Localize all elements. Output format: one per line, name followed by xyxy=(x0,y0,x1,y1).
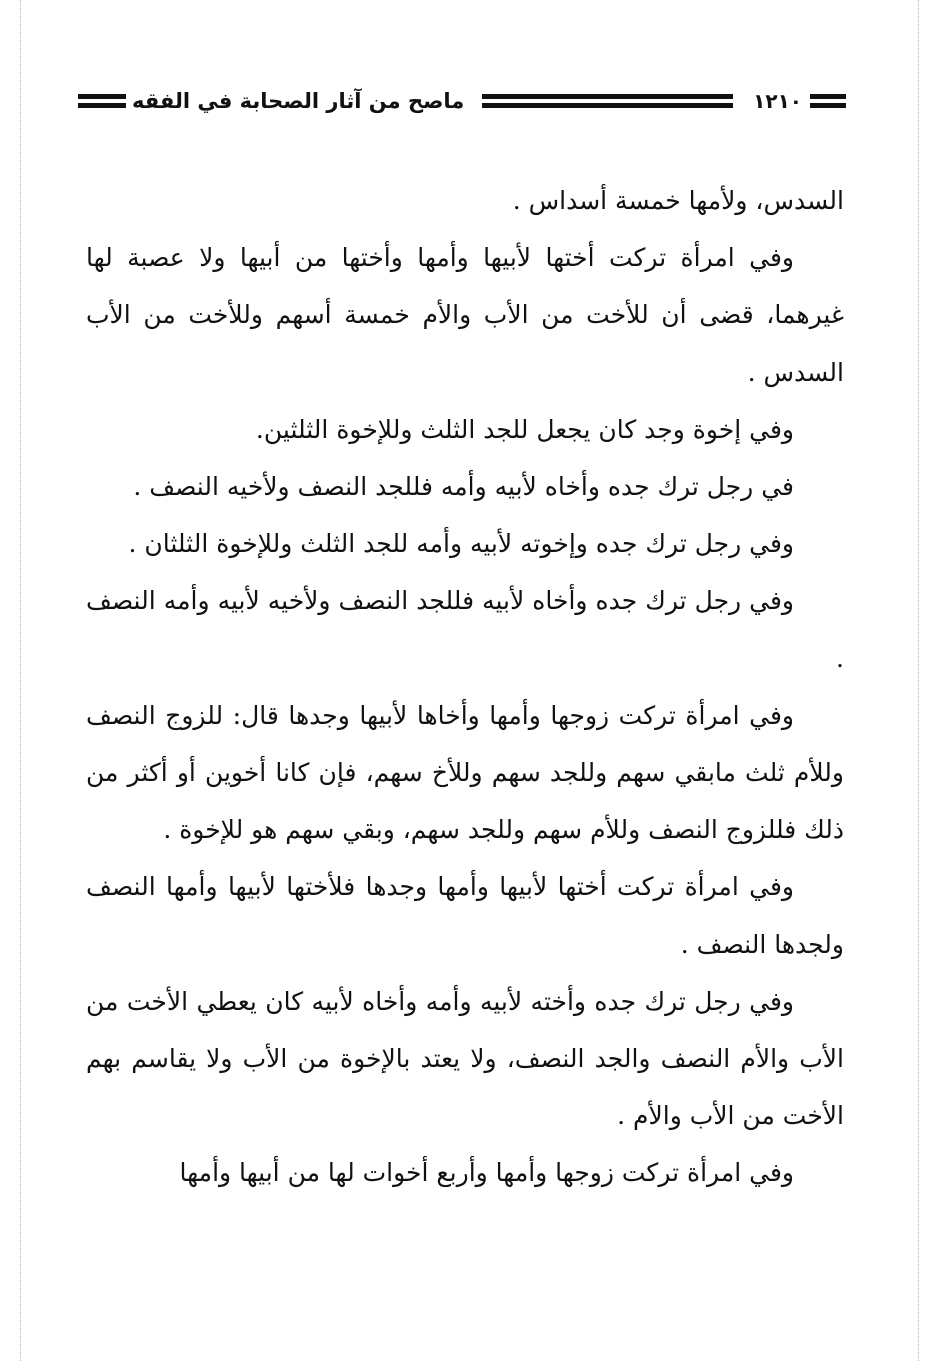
paragraph-3: وفي إخوة وجد كان يجعل للجد الثلث وللإخوة الثلثين. xyxy=(255,414,794,444)
paragraph-6: وفي رجل ترك جده وأخاه لأبيه فللجد النصف ولأخيه لأبيه وأمه النصف . xyxy=(86,586,844,673)
running-header xyxy=(78,78,846,124)
header-rule-right xyxy=(810,94,846,108)
paragraph-5: وفي رجل ترك جده وإخوته لأبيه وأمه للجد الثلث وللإخوة الثلثان . xyxy=(128,529,794,559)
book-title: ماصح من آثار الصحابة في الفقه xyxy=(132,89,465,113)
margin-guide-left xyxy=(20,0,21,1361)
page-body xyxy=(86,172,844,1202)
paragraph-4: في رجل ترك جده وأخاه لأبيه وأمه فللجد النصف ولأخيه النصف . xyxy=(133,472,794,502)
page-number: ١٢١٠ xyxy=(753,89,802,113)
paragraph-8: وفي امرأة تركت أختها لأبيها وأمها وجدها فلأختها لأبيها وأمها النصف ولجدها النصف . xyxy=(86,872,844,959)
paragraph-7: وفي امرأة تركت زوجها وأمها وأخاها لأبيها وجدها قال: للزوج النصف وللأم ثلث مابقي سهم وللجد سهم وللأخ سهم، فإن كانا أخوين أو أكثر من ذلك فللزوج النصف وللأم سهم وللجد سهم، وبقي سهم هو للإخوة . xyxy=(86,700,844,845)
paragraph-1: السدس، ولأمها خمسة أسداس . xyxy=(512,186,844,215)
paragraph-10: وفي امرأة تركت زوجها وأمها وأربع أخوات لها من أبيها وأمها xyxy=(179,1158,794,1188)
header-rule-middle xyxy=(482,94,733,108)
paragraph-9: وفي رجل ترك جده وأخته لأبيه وأمه وأخاه لأبيه كان يعطي الأخت من الأب والأم النصف والجد النصف، ولا يعتد بالإخوة من الأب ولا يقاسم بهم الأخت من الأب والأم . xyxy=(86,986,844,1131)
header-rule-left xyxy=(78,94,126,108)
paragraph-2: وفي امرأة تركت أختها لأبيها وأمها وأختها من أبيها ولا عصبة لها غيرهما، قضى أن للأخت من الأب والأم خمسة أسهم وللأخت من الأب السدس . xyxy=(86,243,844,387)
margin-guide-right xyxy=(918,0,919,1361)
